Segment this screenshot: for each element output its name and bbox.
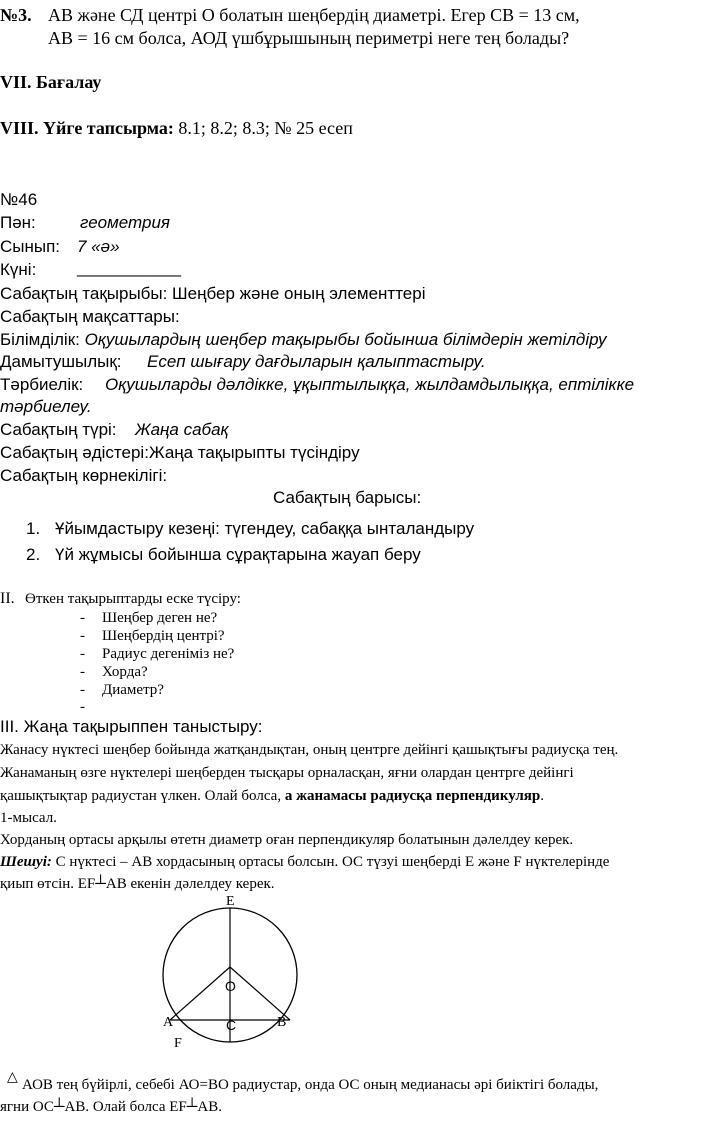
goal-educational-value: Оқушылардың шеңбер тақырыбы бойынша білімдерін жетілдіру [84, 330, 607, 349]
solution-label: Шешуі: [0, 854, 52, 870]
review-dash: - [80, 646, 85, 662]
lesson-visuals: Сабақтың көрнекілігі: [0, 466, 168, 485]
label-b: B [277, 1015, 287, 1030]
lesson-goals: Сабақтың мақсаттары: [0, 307, 180, 326]
class-label: Сынып: [0, 237, 61, 256]
triangle-icon: △ [7, 1070, 18, 1085]
step-text: Ұйымдастыру кезеңі: түгендеу, сабаққа ынталандыру [55, 519, 475, 538]
circle-diagram [150, 895, 310, 1055]
step-text: Үй жұмысы бойынша сұрақтарына жауап беру [55, 545, 421, 564]
homework-label: VIII. Үйге тапсырма: [0, 118, 174, 138]
review-item: Хорда? [102, 664, 148, 680]
newtopic-title: III. Жаңа тақырыппен таныстыру: [0, 717, 263, 736]
lesson-topic: Сабақтың тақырыбы: Шеңбер және оның элементтері [0, 284, 426, 303]
conclusion-line2: ягни ОС┴АВ. Олай болса EF┴AB. [0, 1099, 222, 1115]
lesson-course-heading: Сабақтың барысы: [273, 488, 422, 507]
review-item: Диаметр? [102, 682, 164, 698]
label-a: A [163, 1015, 174, 1030]
lesson-number: №46 [0, 190, 38, 209]
conclusion-line1: АОВ тең бүйірлі, себебі АО=ВО радиустар, онда ОС оның медианасы әрі биіктігі болады, [22, 1077, 599, 1093]
review-dash: - [80, 610, 85, 626]
subject-label: Пән: [0, 213, 36, 232]
radius-ob [230, 967, 290, 1020]
goal-educational [0, 330, 607, 350]
review-dash: - [80, 682, 85, 698]
review-item: Шеңбердің центрі? [102, 628, 225, 644]
solution-text-cont: қиып өтсін. EF┴AB екенін дәлелдеу керек. [0, 876, 275, 892]
review-number: II. [0, 590, 15, 607]
step-number: 1. [26, 519, 41, 538]
newtopic-paragraph [0, 788, 544, 805]
homework-value: 8.1; 8.2; 8.3; № 25 есеп [178, 118, 353, 138]
subject-value: геометрия [80, 213, 170, 232]
lesson-type-value: Жаңа сабақ [135, 420, 229, 439]
example-heading: 1-мысал. [0, 810, 57, 826]
newtopic-paragraph: Жанасу нүктесі шеңбер бойында жатқандықтан, оның центрге дейінгі қашықтығы радиусқа тең. [0, 742, 619, 758]
radius-oa [170, 967, 230, 1020]
label-f: F [174, 1036, 182, 1051]
lesson-methods: Сабақтың әдістері:Жаңа тақырыпты түсіндіру [0, 443, 360, 462]
newtopic-paragraph: Жанаманың өзге нүктелері шеңберден тысқары орналасқан, яғни олардан центрге дейінгі [0, 765, 574, 781]
problem-text-line2: АВ = 16 см болса, АОД үшбұрышының периметрі неге тең болады? [48, 28, 570, 48]
review-item: Шеңбер деген не? [102, 610, 218, 626]
goal-developmental-value: Есеп шығару дағдыларын қалыптастыру. [147, 352, 486, 371]
problem-number: №3. [0, 5, 32, 25]
section-homework [0, 118, 353, 139]
review-dash: - [80, 699, 85, 715]
example-task: Хорданың ортасы арқылы өтетн диаметр оған перпендикуляр болатынын дәлелдеу керек. [0, 832, 574, 848]
goal-upbringing-value-cont: тәрбиелеу. [0, 397, 92, 416]
date-label: Күні: [0, 260, 37, 279]
lesson-type-label: Сабақтың түрі: [0, 420, 117, 439]
goal-upbringing-label: Тәрбиелік: [0, 375, 84, 394]
review-dash: - [80, 628, 85, 644]
newtopic-period: . [540, 788, 545, 804]
step-number: 2. [26, 545, 41, 564]
date-value: ___________ [77, 258, 182, 277]
newtopic-text: қашықтықтар радиустан үлкен. Олай болса, [0, 788, 282, 804]
goal-educational-label: Білімділік: [0, 330, 80, 349]
label-e: E [226, 895, 235, 909]
solution-line [0, 854, 609, 871]
section-evaluation: VII. Бағалау [0, 72, 102, 92]
review-item: Радиус дегеніміз не? [102, 646, 235, 662]
problem-text-line1: АВ және СД центрі О болатын шеңбердің диаметрі. Егер СВ = 13 см, [48, 5, 580, 25]
review-dash: - [80, 664, 85, 680]
newtopic-bold: а жанамасы радиусқа перпендикуляр [284, 788, 541, 804]
label-o: O [225, 978, 236, 994]
goal-upbringing-value: Оқушыларды дәлдікке, ұқыптылыққа, жылдамдылыққа, ептілікке [105, 375, 635, 394]
class-value: 7 «ә» [77, 237, 120, 256]
review-title: Өткен тақырыптарды еске түсіру: [25, 591, 241, 607]
solution-text: С нүктесі – АВ хордасының ортасы болсын. ОС түзуі шеңберді Е және F нүктелерінде [55, 854, 610, 870]
label-c: C [226, 1017, 237, 1033]
goal-developmental-label: Дамытушылық: [0, 352, 122, 371]
